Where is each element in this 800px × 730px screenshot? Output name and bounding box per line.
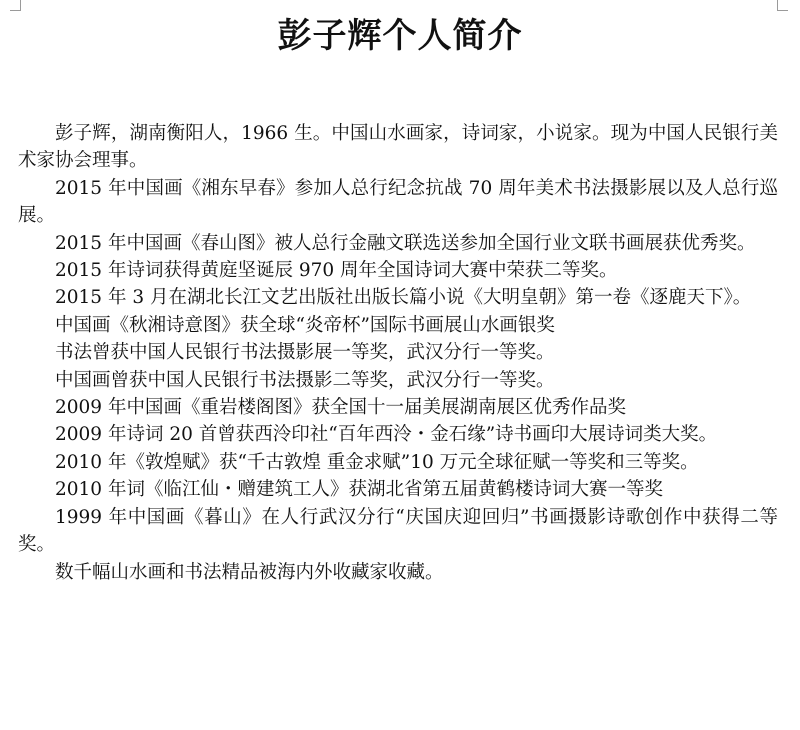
paragraph: 数千幅山水画和书法精品被海内外收藏家收藏。	[55, 561, 444, 583]
paragraph: 书法曾获中国人民银行书法摄影展一等奖，武汉分行一等奖。	[55, 342, 555, 364]
document-body	[18, 120, 778, 586]
paragraph: 2015 年中国画《春山图》被人总行金融文联选送参加全国行业文联书画展获优秀奖。	[55, 232, 756, 254]
page-corner-mark-left	[10, 0, 21, 11]
paragraph: 2015 年中国画《湘东早春》参加人总行纪念抗战 70 周年美术书法摄影展以及人总行巡展。	[18, 177, 778, 227]
paragraph: 2009 年诗词 20 首曾获西泠印社“百年西泠・金石缘”诗书画印大展诗词类大奖。	[55, 424, 718, 446]
paragraph: 2015 年 3 月在湖北长江文艺出版社出版长篇小说《大明皇朝》第一卷《逐鹿天下》。	[55, 287, 752, 309]
paragraph: 1999 年中国画《暮山》在人行武汉分行“庆国庆迎回归”书画摄影诗歌创作中获得二等奖。	[18, 506, 778, 556]
paragraph: 2015 年诗词获得黄庭坚诞辰 970 周年全国诗词大赛中荣获二等奖。	[55, 260, 618, 282]
document-title: 彭子辉个人简介	[277, 16, 523, 56]
paragraph: 2010 年《敦煌赋》获“千古敦煌 重金求赋”10 万元全球征赋一等奖和三等奖。	[55, 451, 699, 473]
paragraph: 中国画《秋湘诗意图》获全球“炎帝杯”国际书画展山水画银奖	[55, 314, 555, 336]
paragraph: 2010 年词《临江仙・赠建筑工人》获湖北省第五届黄鹤楼诗词大赛一等奖	[55, 479, 663, 501]
page-corner-mark-right	[777, 0, 788, 11]
paragraph-intro: 彭子辉，湖南衡阳人，1966 生。中国山水画家，诗词家，小说家。现为中国人民银行美术家协会理事。	[18, 123, 778, 172]
paragraph: 2009 年中国画《重岩楼阁图》获全国十一届美展湖南展区优秀作品奖	[55, 397, 626, 419]
paragraph: 中国画曾获中国人民银行书法摄影二等奖，武汉分行一等奖。	[55, 369, 555, 391]
